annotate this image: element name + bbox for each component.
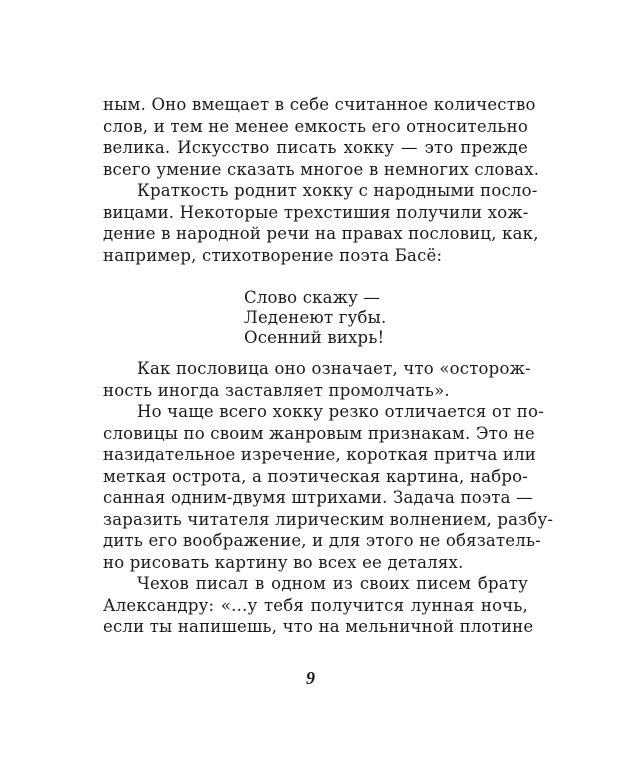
text-line: назидательное изречение, короткая притча или bbox=[103, 445, 536, 464]
text-line: Александру: «...у тебя получится лунная ночь, bbox=[103, 595, 528, 615]
page-number: 9 bbox=[306, 668, 315, 688]
text-line: заразить читателя лирическим волнением, разбу- bbox=[103, 509, 554, 529]
text-line: всего умение сказать многое в немногих словах. bbox=[103, 159, 540, 179]
poem-line: Осенний вихрь! bbox=[244, 328, 385, 347]
text-line: Но чаще всего хокку резко отличается от по- bbox=[137, 402, 544, 421]
text-line: Краткость роднит хокку с народными посло- bbox=[137, 181, 538, 200]
text-line: дение в народной речи на правах пословиц, как, bbox=[103, 224, 539, 243]
text-line: словицы по своим жанровым признакам. Это не bbox=[103, 423, 535, 443]
text-line: вицами. Некоторые трехстишия получили хож- bbox=[103, 202, 529, 222]
text-line: санная одним-двумя штрихами. Задача поэта — bbox=[103, 488, 533, 507]
text-line: но рисовать картину во всех ее деталях. bbox=[103, 552, 464, 572]
text-line: Как пословица оно означает, что «осторож- bbox=[137, 359, 531, 378]
paragraph-block-top bbox=[103, 94, 540, 266]
text-line: меткая острота, а поэтическая картина, набро- bbox=[103, 466, 528, 486]
text-line: Чехов писал в одном из своих писем брату bbox=[137, 574, 528, 593]
text-line: например, стихотворение поэта Басё: bbox=[103, 245, 443, 265]
poem-line: Слово скажу — bbox=[244, 288, 381, 307]
text-line: слов, и тем не менее емкость его относительно bbox=[103, 116, 528, 136]
haiku-poem bbox=[244, 288, 386, 348]
text-line: велика. Искусство писать хокку — это прежде bbox=[103, 138, 528, 157]
text-line: если ты напишешь, что на мельничной плотине bbox=[103, 617, 534, 636]
text-line: ным. Оно вмещает в себе считанное количество bbox=[103, 95, 536, 114]
text-line: дить его воображение, и для этого не обязатель- bbox=[103, 531, 541, 550]
paragraph-block-bottom bbox=[103, 358, 554, 638]
text-line: ность иногда заставляет промолчать». bbox=[103, 380, 450, 400]
poem-line: Леденеют губы. bbox=[244, 308, 387, 327]
